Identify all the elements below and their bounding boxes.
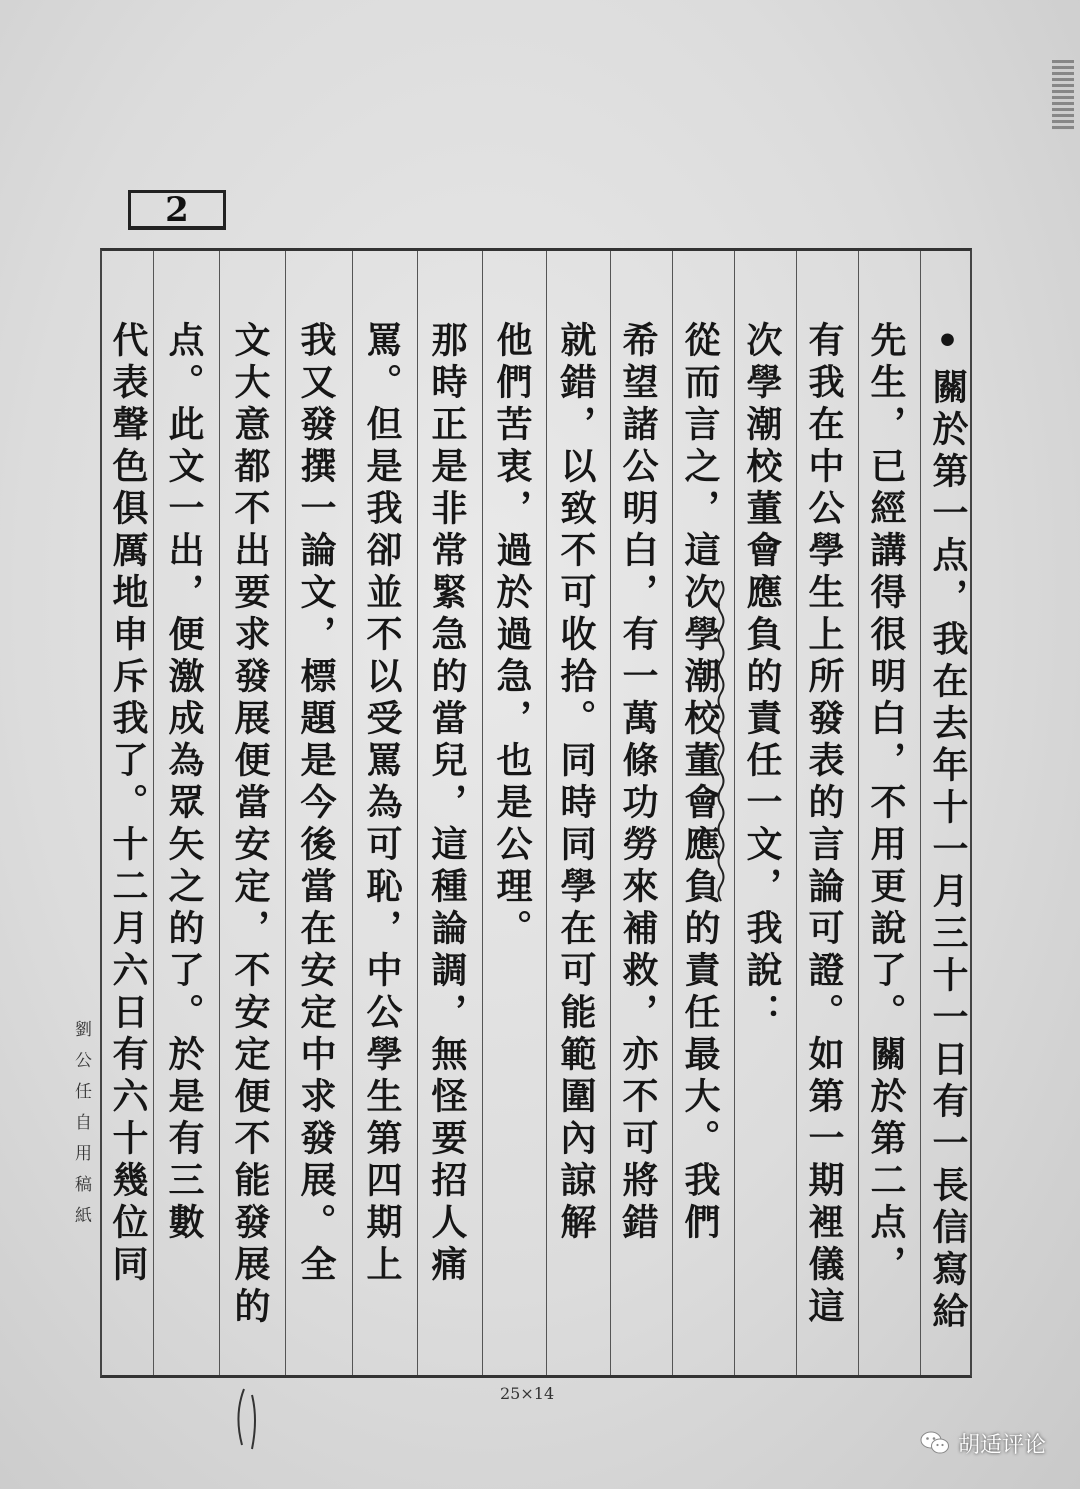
manuscript-grid [100,248,972,1378]
grid-line [352,251,353,1375]
manuscript-column: 罵。但是我卻並不以受罵為可恥，中公學生第四期上 [361,321,402,1287]
account-watermark [920,1428,1046,1458]
quote-wavy-line [716,581,726,911]
manuscript-column: 就錯，以致不可收拾。同時同學在可能範圍內諒解 [555,321,596,1245]
watermark-text: 胡适评论 [957,1432,1046,1458]
manuscript-column: 点。此文一出，便激成為眾矢之的了。於是有三數 [163,321,204,1245]
stationery-label: 劉公任自用稿紙 [71,1020,91,1237]
manuscript-column: 希望諸公明白，有一萬條功勞來補救，亦不可將錯 [617,321,658,1245]
grid-line [734,251,735,1375]
page-number: 2 [128,190,226,230]
grid-line [153,251,154,1375]
manuscript-column: 有我在中公學生上所發表的言論可證。如第一期裡儀這 [803,321,844,1329]
grid-line [285,251,286,1375]
grid-line [672,251,673,1375]
grid-line [858,251,859,1375]
grid-line [920,251,921,1375]
binding-edge-mark [1052,60,1074,130]
manuscript-column: 文大意都不出要求發展便當安定，不安定便不能發展的 [229,321,270,1329]
manuscript-column: 從而言之，這次學潮校董會應負的責任最大。我們 [679,321,720,1245]
wechat-icon [920,1430,950,1456]
grid-line [219,251,220,1375]
grid-format-label: 25×14 [500,1384,555,1403]
grid-line [482,251,483,1375]
grid-line [417,251,418,1375]
pencil-scribble [230,1385,270,1455]
grid-line [796,251,797,1375]
manuscript-column: •關於第一点，我在去年十一月三十一日有一長信寫給 [927,321,968,1334]
manuscript-column: 代表聲色俱厲地申斥我了。十二月六日有六十幾位同 [107,321,148,1287]
manuscript-column: 那時正是非常緊急的當兒，這種論調，無怪要招人痛 [426,321,467,1287]
grid-line [610,251,611,1375]
grid-line [546,251,547,1375]
manuscript-column: 我又發撰一論文，標題是今後當在安定中求發展。全 [295,321,336,1287]
manuscript-column: 他們苦衷，過於過急，也是公理。 [491,321,532,951]
manuscript-column: 先生，已經講得很明白，不用更說了。關於第二点， [865,321,906,1287]
manuscript-column: 次學潮校董會應負的責任一文，我說： [741,321,782,1035]
